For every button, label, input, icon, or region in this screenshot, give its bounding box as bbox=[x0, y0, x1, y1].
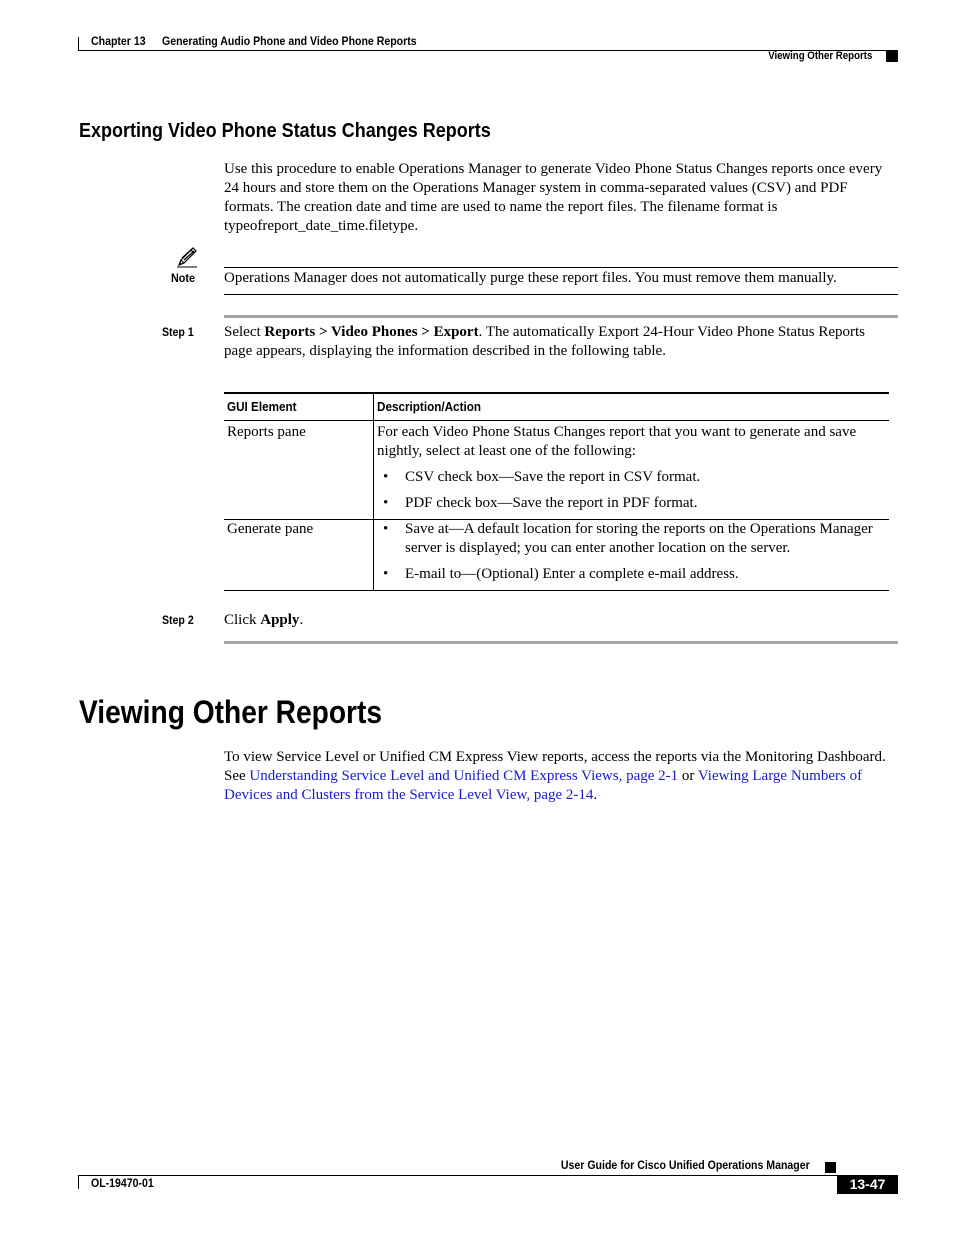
note-bottom-rule bbox=[224, 294, 898, 295]
header-chapter: Chapter 13 bbox=[91, 34, 146, 48]
footer-marker bbox=[825, 1162, 836, 1173]
row-description: For each Video Phone Status Changes report that you want to generate and save nightly, select at least one of the following: bbox=[377, 424, 857, 459]
page-number: 13-47 bbox=[837, 1175, 898, 1194]
step-separator bbox=[224, 315, 898, 318]
link-viewing-large-numbers[interactable]: Viewing Large Numbers of Devices and Clusters from the Service Level View, page 2-14 bbox=[224, 768, 863, 803]
table-row bbox=[224, 520, 889, 591]
table-cell-description bbox=[374, 520, 890, 591]
menu-path: Reports > Video Phones > Export bbox=[264, 324, 479, 340]
step-2-text: Click Apply. bbox=[224, 612, 304, 628]
note-text: Operations Manager does not automatically purge these report files. You must remove them manually. bbox=[224, 270, 837, 286]
header-chapter-title: Generating Audio Phone and Video Phone Reports bbox=[162, 34, 417, 48]
list-item: • E-mail to—(Optional) Enter a complete e-mail address. bbox=[377, 565, 886, 584]
pencil-icon bbox=[175, 245, 199, 269]
table-cell-element: Reports pane bbox=[224, 421, 374, 520]
table-cell-description bbox=[374, 421, 890, 520]
column-header-gui-element: GUI Element bbox=[224, 393, 374, 421]
step-separator bbox=[224, 641, 898, 644]
list-item: • CSV check box—Save the report in CSV format. bbox=[377, 468, 886, 487]
list-item: • PDF check box—Save the report in PDF format. bbox=[377, 494, 886, 513]
other-reports-paragraph: To view Service Level or Unified CM Express View reports, access the reports via the Monitoring Dashboard. See Understanding Service Level and Unified CM Express Views, page 2-1 or Viewing Large Numbers of Devices and Clusters from the Service Level View, page 2-14. bbox=[224, 749, 886, 803]
table-cell-element: Generate pane bbox=[224, 520, 374, 591]
link-understanding-service-level[interactable]: Understanding Service Level and Unified CM Express Views, page 2-1 bbox=[249, 768, 679, 784]
apply-command: Apply bbox=[260, 612, 300, 628]
gui-element-table bbox=[224, 392, 889, 591]
column-header-description: Description/Action bbox=[374, 393, 890, 421]
step-1-text: Select Reports > Video Phones > Export. The automatically Export 24-Hour Video Phone Status Reports page appears, displaying the information described in the following table. bbox=[224, 324, 865, 359]
section-heading: Exporting Video Phone Status Changes Reports bbox=[79, 120, 491, 142]
footer-left-bar bbox=[78, 1175, 79, 1189]
page-title: Viewing Other Reports bbox=[79, 694, 383, 730]
step-2-label: Step 2 bbox=[162, 613, 194, 627]
footer-rule bbox=[78, 1175, 898, 1176]
header-left-bar bbox=[78, 37, 79, 51]
table-row bbox=[224, 421, 889, 520]
footer-guide-title: User Guide for Cisco Unified Operations Manager bbox=[561, 1158, 810, 1172]
table-header-row bbox=[224, 393, 889, 421]
footer-doc-number: OL-19470-01 bbox=[91, 1176, 154, 1190]
list-item: • Save at—A default location for storing the reports on the Operations Manager server is displayed; you can enter another location on the server. bbox=[377, 520, 886, 558]
step-1-label: Step 1 bbox=[162, 325, 194, 339]
note-top-rule bbox=[224, 267, 898, 268]
header-marker bbox=[886, 51, 898, 62]
note-label: Note bbox=[171, 271, 196, 285]
intro-paragraph: Use this procedure to enable Operations Manager to generate Video Phone Status Changes reports once every 24 hours and store them on the Operations Manager system in comma-separated values (CSV) and PDF formats. The creation date and time are used to name the report files. The filename format is typeofreport_date_time.filetype. bbox=[224, 161, 883, 234]
header-section-title: Viewing Other Reports bbox=[767, 50, 872, 62]
